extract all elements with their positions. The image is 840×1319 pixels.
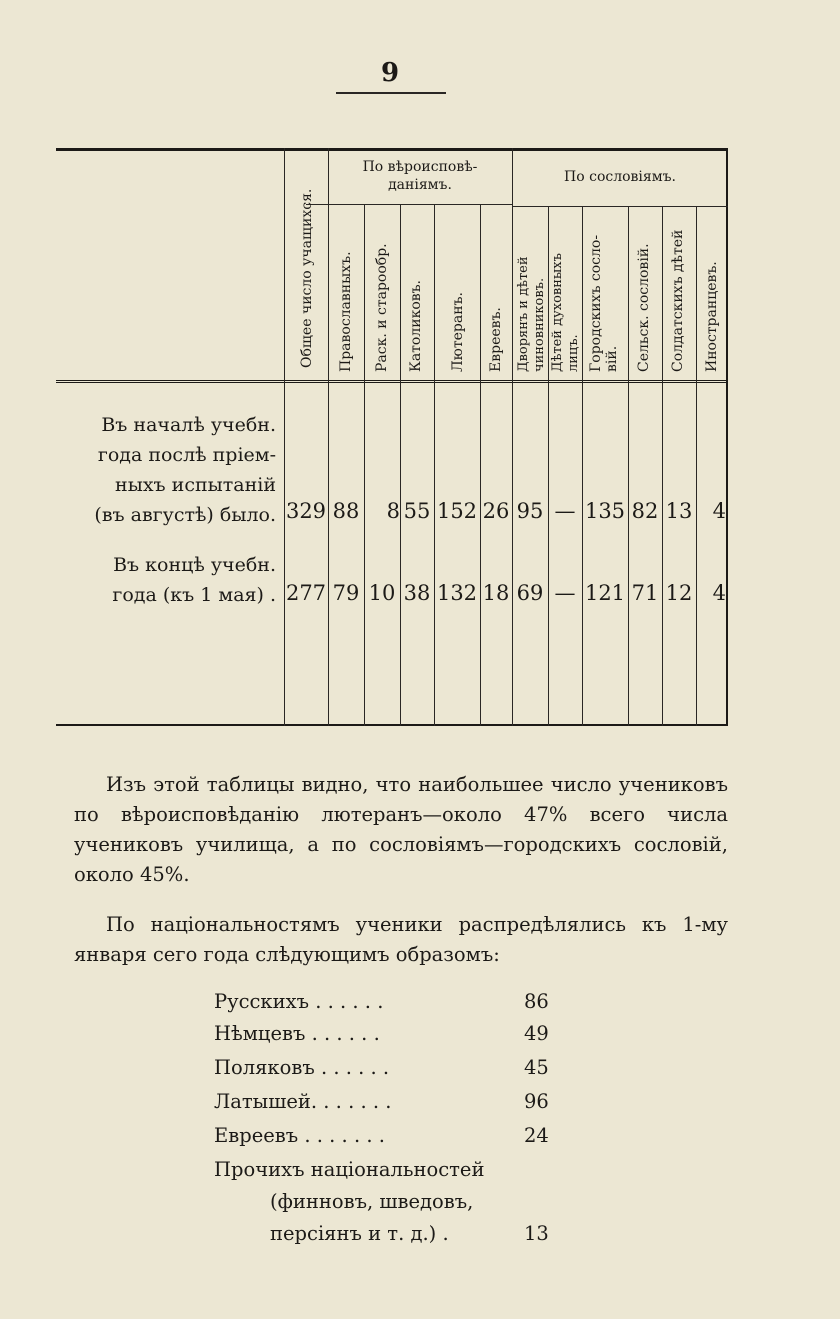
header-col-orthodox: Православныхъ. [338,251,354,372]
col-rule [284,148,285,726]
list-item [214,1124,554,1154]
col-rule [662,206,663,726]
other-nationalities-line3 [214,1222,554,1252]
table-cell: 79 [332,581,360,605]
header-col-nobility: Дворянъ и дѣтей чиновниковъ. [516,256,547,372]
header-col-soldier: Солдатскихъ дѣтей [670,229,686,372]
col-rule [480,204,481,726]
table-cell: 26 [482,499,510,523]
col-rule [512,148,513,726]
header-col-old-believers: Раск. и старообр. [374,243,390,372]
col-rule [364,204,365,726]
header-col-lutheran: Лютеранъ. [450,292,466,372]
table-cell: 18 [482,581,510,605]
table-cell: 8 [386,499,400,523]
other-nationalities-line2 [214,1190,554,1220]
col-rule [400,204,401,726]
nationality-name: Латышей. . . . . . . [214,1090,392,1113]
table-cell: 152 [436,499,478,523]
other-nationalities-detail: (финновъ, шведовъ, [270,1190,474,1213]
list-item [214,1056,554,1086]
nationality-name: Русскихъ . . . . . . [214,990,384,1013]
table-cell: 132 [436,581,478,605]
table-cell: 277 [285,581,327,605]
header-group-religion: По вѣроисповѣ- даніямъ. [362,159,478,193]
table-cell: 121 [584,581,626,605]
table-cell: 55 [403,499,431,523]
col-rule [434,204,435,726]
table-cell: 88 [332,499,360,523]
table-cell: 329 [285,499,327,523]
header-col-clergy: Дѣтей духовныхъ лицъ. [550,253,581,372]
nationality-count: 86 [524,990,549,1013]
table-cell: 95 [516,499,544,523]
nationality-count: 13 [524,1222,549,1245]
page-number: 9 [380,58,400,88]
table-cell: 71 [631,581,659,605]
nationality-count: 45 [524,1056,549,1079]
table-cell: — [554,499,576,523]
nationality-name: Нѣмцевъ . . . . . . [214,1022,380,1045]
list-item [214,990,554,1020]
nationality-count: 49 [524,1022,549,1045]
list-item [214,1090,554,1120]
header-col-catholic: Католиковъ. [408,280,424,372]
table-cell: 10 [368,581,396,605]
table-cell: 135 [584,499,626,523]
statistics-table [56,148,728,726]
col-rule [548,206,549,726]
other-nationalities-detail: персіянъ и т. д.) . [270,1222,449,1245]
table-cell: 69 [516,581,544,605]
table-cell: 4 [712,499,726,523]
row-label-end: Въ концѣ учебн. года (къ 1 мая) . [112,554,276,606]
table-cell: 38 [403,581,431,605]
nationality-name: Поляковъ . . . . . . [214,1056,390,1079]
other-nationalities-line1 [214,1158,554,1188]
col-rule [696,206,697,726]
list-item [214,1022,554,1052]
table-cell: 12 [665,581,693,605]
col-rule [628,206,629,726]
header-col-jewish: Евреевъ. [488,307,504,372]
col-rule [328,148,329,726]
table-cell: — [554,581,576,605]
nationality-count: 24 [524,1124,549,1147]
table-cell: 4 [712,581,726,605]
table-cell: 82 [631,499,659,523]
header-col-foreign: Иностранцевъ. [704,261,720,372]
other-nationalities-label: Прочихъ національностей [214,1158,485,1181]
header-total: Общее число учащихся. [299,188,315,368]
header-col-rural: Сельск. сословій. [636,243,652,372]
paragraph-nationality-intro: По національностямъ ученики распредѣлялись къ 1-му января сего года слѣдующимъ образомъ: [74,913,728,966]
row-label-start: Въ началѣ учебн. года послѣ пріем- ныхъ испытаній (въ августѣ) было. [94,414,276,526]
nationality-count: 96 [524,1090,549,1113]
paragraph-religion-summary: Изъ этой таблицы видно, что наибольшее число учениковъ по вѣроисповѣданію лютеранъ—около 47% всего числа учениковъ училища, а по сословіямъ—городскихъ сословій, около 45%. [74,773,728,886]
table-cell: 13 [665,499,693,523]
col-rule [582,206,583,726]
page-number-rule [336,92,446,94]
nationality-name: Евреевъ . . . . . . . [214,1124,385,1147]
header-group-estate: По сословіямъ. [564,169,676,185]
religion-group-rule [306,204,512,205]
header-col-urban: Городскихъ сосло- вій. [588,234,620,372]
